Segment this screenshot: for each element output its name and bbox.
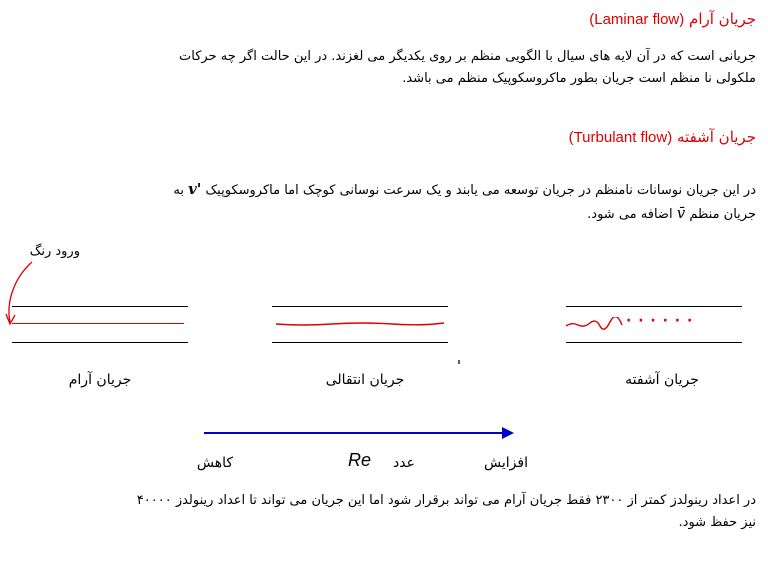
turbulent-line1-text: در این جریان نوسانات نامنظم در جریان توسعه می یابند و یک سرعت نوسانی کوچک اما ماکروسکوپیک xyxy=(205,183,756,198)
turbulent-line1-end: به xyxy=(173,183,184,198)
reynolds-arrow xyxy=(200,425,520,441)
reynolds-symbol: Re xyxy=(348,450,372,470)
laminar-pipe-top-wall xyxy=(12,306,188,307)
turbulent-heading xyxy=(356,128,756,146)
laminar-dye-streak xyxy=(12,323,184,324)
stray-mark xyxy=(458,360,460,364)
reynolds-paragraph xyxy=(6,490,756,534)
laminar-title-en: (Laminar flow) xyxy=(589,11,685,28)
turbulent-pipe-bottom-wall xyxy=(566,342,742,343)
laminar-title-fa: جریان آرام xyxy=(689,10,756,28)
turbulent-line2-end: اضافه می شود. xyxy=(587,207,673,222)
transitional-dye-streak xyxy=(272,319,448,329)
turbulent-paragraph-line-1 xyxy=(16,178,756,202)
transitional-regime-label: جریان انتقالی xyxy=(325,372,405,388)
laminar-paragraph-line-1: جریانی است که در آن لایه های سیال با الگویی منظم بر روی یکدیگر می لغزند. در این حالت اگر چه حرکات xyxy=(179,49,756,64)
number-label: عدد xyxy=(393,455,415,471)
transitional-pipe-bottom-wall xyxy=(272,342,448,343)
transitional-pipe-top-wall xyxy=(272,306,448,307)
dye-injection-label: ورود رنگ xyxy=(29,244,80,259)
turbulent-paragraph-line-2 xyxy=(16,202,756,226)
dye-injection-arrow xyxy=(0,258,60,338)
laminar-paragraph-line-2: ملکولی نا منظم است جریان بطور ماکروسکوپیک منظم می باشد. xyxy=(402,71,756,86)
turbulent-title-en: (Turbulant flow) xyxy=(568,129,673,146)
increase-label: افزایش xyxy=(484,455,528,471)
turbulent-title-fa: جریان آشفته xyxy=(677,128,756,146)
turbulent-dye-dots: · · · · · · xyxy=(626,313,694,329)
mean-velocity-symbol: v̄ xyxy=(676,204,686,222)
laminar-regime-label: جریان آرام xyxy=(68,372,132,388)
reynolds-paragraph-line-1: در اعداد رینولدز کمتر از ۲۳۰۰ فقط جریان آرام می تواند برقرار شود اما این جریان می تواند تا اعداد رینولدز ۴۰۰۰۰ xyxy=(136,493,756,508)
turbulent-pipe-top-wall xyxy=(566,306,742,307)
laminar-heading xyxy=(356,10,756,28)
laminar-pipe-bottom-wall xyxy=(12,342,188,343)
turbulent-paragraph xyxy=(16,178,756,226)
turbulent-regime-label: جریان آشفته xyxy=(625,372,699,388)
turbulent-dye-streak xyxy=(564,317,634,331)
decrease-label: کاهش xyxy=(196,455,234,471)
laminar-paragraph xyxy=(16,46,756,90)
turbulent-line2-start: جریان منظم xyxy=(689,207,756,222)
reynolds-paragraph-line-2: نیز حفظ شود. xyxy=(678,515,756,530)
fluctuating-velocity-symbol: v' xyxy=(188,180,202,198)
